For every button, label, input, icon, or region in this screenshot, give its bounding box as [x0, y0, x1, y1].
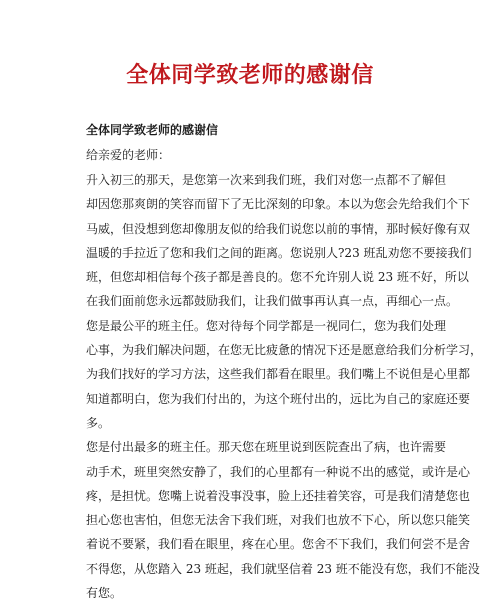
text-line: 有您。 [86, 586, 123, 601]
text-line: 马威，但没想到您却像朋友似的给我们说您以前的事情，那时候好像有双 [86, 221, 471, 236]
text-line: 升入初三的那天，是您第一次来到我们班，我们对您一点都不了解但 [86, 173, 447, 187]
text-line: 知道都明白，您为我们付出的，为这个班付出的，远比为自己的家庭还要 [86, 391, 471, 406]
text-line: 温暖的手拉近了您和我们之间的距离。您说别人?23 班乱劝您不要接我们 [86, 245, 472, 260]
text-line: 着说不要紧，我们看在眼里，疼在心里。您舍不下我们，我们何尝不是舍 [86, 537, 471, 552]
text-line: 不得您，从您踏入 23 班起，我们就坚信着 23 班不能没有您，我们不能没 [86, 561, 480, 576]
paragraph-3 [86, 435, 480, 605]
text-line: 担心您也害怕，但您无法舍下我们班，对我们也放不下心，所以您只能笑 [86, 513, 471, 528]
greeting-line: 给亲爱的老师： [86, 148, 171, 162]
text-line: 心事，为我们解决问题，在您无比疲惫的情况下还是愿意给我们分析学习， [86, 343, 483, 358]
document-title: 全体同学致老师的感谢信 [126, 62, 374, 88]
text-line: 却因您那爽朗的笑容而留下了无比深刻的印象。本以为您会先给我们个下 [86, 197, 471, 212]
text-line: 疼，是担忧。您嘴上说着没事没事，脸上还挂着笑容，可是我们清楚您也 [86, 488, 471, 503]
text-line: 班，但您却相信每个孩子都是善良的。您不允许别人说 23 班不好，所以 [86, 270, 469, 285]
text-line: 多。 [86, 415, 111, 430]
text-line: 为我们找好的学习方法，这些我们都看在眼里。我们嘴上不说但是心里都 [86, 367, 471, 382]
document-body [86, 118, 483, 605]
text-line: 在我们面前您永远都鼓励我们，让我们做事再认真一点，再细心一点。 [86, 294, 459, 309]
text-line: 您是最公平的班主任。您对待每个同学都是一视同仁，您为我们处理 [86, 318, 447, 333]
paragraph-2 [86, 314, 483, 435]
text-line: 动手术，班里突然安静了，我们的心里都有一种说不出的感觉，或许是心 [86, 464, 471, 479]
document-subtitle: 全体同学致老师的感谢信 [86, 123, 219, 137]
paragraph-1 [86, 168, 472, 314]
text-line: 您是付出最多的班主任。那天您在班里说到医院查出了病，也许需要 [86, 440, 447, 455]
